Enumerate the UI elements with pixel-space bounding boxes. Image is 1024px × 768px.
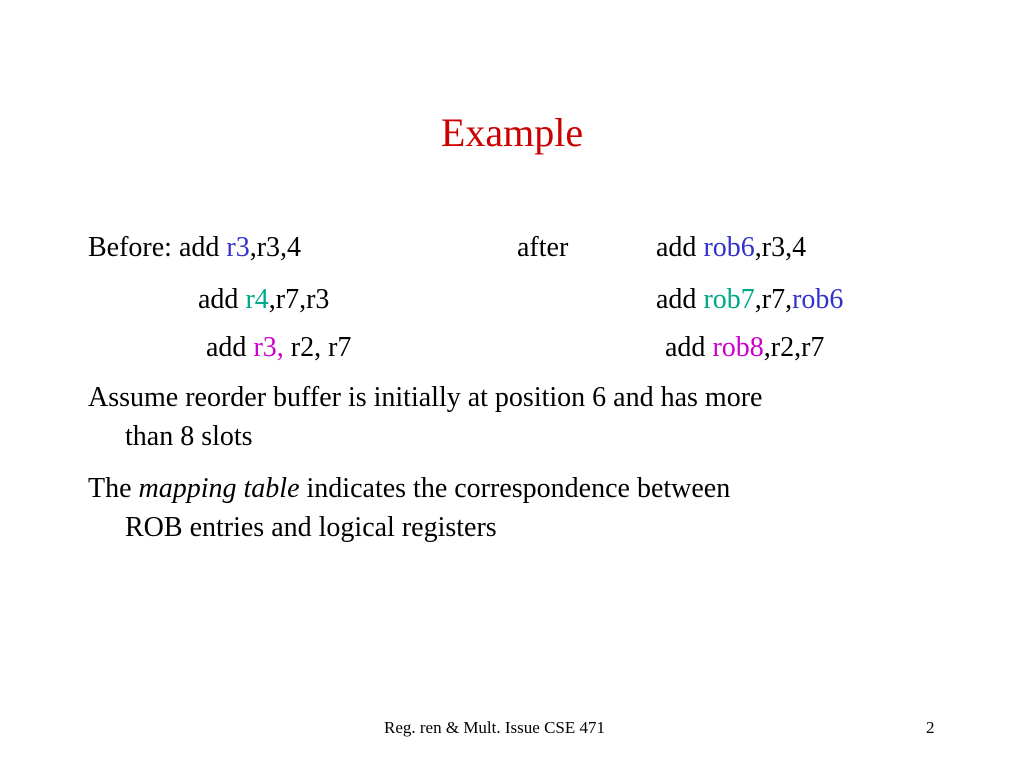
paragraph-mapping-suffix: indicates the correspondence between [299,473,731,504]
after-line-2 [656,283,843,317]
before-label: Before: [88,232,172,263]
paragraph-assume [88,378,928,456]
paragraph-mapping-line-2: ROB entries and logical registers [125,512,497,543]
before-dest-3: r3, [253,332,284,363]
after-src-2: rob6 [792,284,844,315]
mapping-table-term: mapping table [138,473,300,504]
before-op-3: add [206,332,254,363]
before-rest-1: ,r3,4 [249,232,302,263]
page-number: 2 [926,718,935,737]
after-rest-3: ,r2,r7 [763,332,825,363]
after-dest-1: rob6 [703,232,755,263]
after-label: after [517,232,569,263]
before-rest-3: r2, r7 [283,332,352,363]
before-op-1: add [178,232,227,263]
after-dest-2: rob7 [703,284,755,315]
before-op-2: add [198,284,246,315]
paragraph-assume-line-2: than 8 slots [125,421,253,452]
before-line-1 [88,231,301,265]
paragraph-mapping [88,469,928,547]
before-rest-2: ,r7,r3 [268,284,330,315]
before-dest-1: r3 [226,232,250,263]
after-rest-1: ,r3,4 [754,232,807,263]
slide-title: Example [440,110,584,155]
after-rest-2: ,r7, [754,284,793,315]
after-line-3 [665,331,824,365]
before-dest-2: r4 [245,284,269,315]
footer-text: Reg. ren & Mult. Issue CSE 471 [384,718,605,737]
before-line-3 [206,331,351,365]
paragraph-mapping-prefix: The [88,473,139,504]
after-dest-3: rob8 [712,332,764,363]
paragraph-assume-line-1: Assume reorder buffer is initially at position 6 and has more [88,382,763,413]
before-line-2 [198,283,329,317]
after-op-2: add [656,284,704,315]
after-op-1: add [656,232,704,263]
paragraph-mapping-line-1 [88,469,928,508]
after-op-3: add [665,332,713,363]
after-line-1 [656,231,806,265]
